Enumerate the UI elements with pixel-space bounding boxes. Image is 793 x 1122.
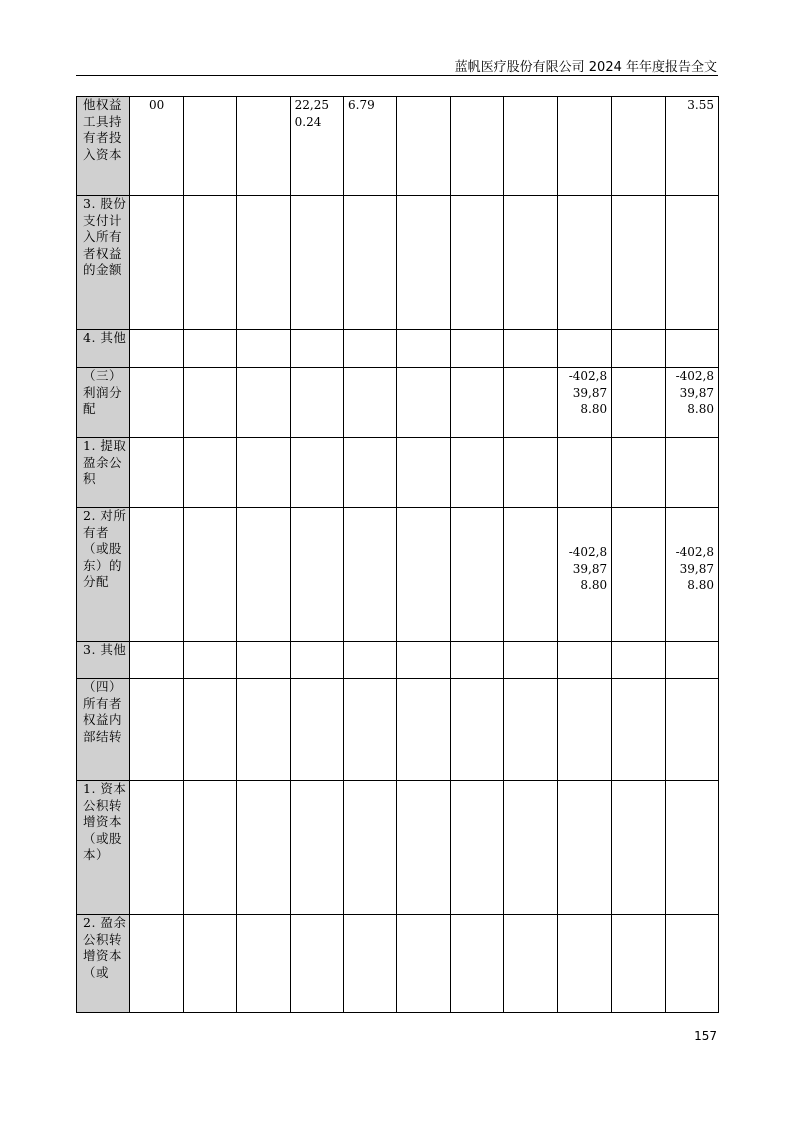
- row-label: （三）利润分配: [77, 368, 130, 438]
- table-cell: [450, 438, 503, 508]
- table-cell: [290, 679, 343, 781]
- table-cell: [557, 915, 611, 1013]
- table-cell: [237, 781, 290, 915]
- table-cell: [344, 781, 397, 915]
- table-cell: 6.79: [344, 97, 397, 196]
- table-cell: [130, 508, 183, 642]
- table-cell: [183, 368, 236, 438]
- row-label: 2. 对所有者（或股东）的分配: [77, 508, 130, 642]
- table-cell: [237, 508, 290, 642]
- table-cell: [557, 330, 611, 368]
- row-label: 2. 盈余公积转增资本（或: [77, 915, 130, 1013]
- table-cell: -402,839,878.80: [557, 368, 611, 438]
- table-cell: 3.55: [665, 97, 718, 196]
- table-cell: [557, 97, 611, 196]
- table-cell: [397, 438, 450, 508]
- table-cell: [397, 915, 450, 1013]
- table-cell: [344, 196, 397, 330]
- table-cell: [612, 196, 665, 330]
- table-cell: [612, 97, 665, 196]
- table-cell: [450, 508, 503, 642]
- table-cell: [450, 368, 503, 438]
- table-cell: [504, 642, 557, 679]
- table-cell: [450, 642, 503, 679]
- table-row: [77, 196, 719, 330]
- row-label: 3. 其他: [77, 642, 130, 679]
- table-cell: [557, 438, 611, 508]
- table-cell: [397, 781, 450, 915]
- table-cell: [183, 642, 236, 679]
- table-cell: [290, 508, 343, 642]
- table-cell: [183, 196, 236, 330]
- table-cell: [450, 196, 503, 330]
- table-cell: [397, 196, 450, 330]
- row-label: 1. 资本公积转增资本（或股本）: [77, 781, 130, 915]
- table-row: [77, 508, 719, 642]
- table-cell: [237, 330, 290, 368]
- table-cell: [612, 330, 665, 368]
- table-cell: [130, 642, 183, 679]
- table-cell: [665, 330, 718, 368]
- table-cell: [290, 915, 343, 1013]
- table-cell: [665, 438, 718, 508]
- row-label: （四）所有者权益内部结转: [77, 679, 130, 781]
- table-cell: [612, 508, 665, 642]
- table-row: [77, 915, 719, 1013]
- table-cell: [183, 508, 236, 642]
- table-cell: [504, 508, 557, 642]
- table-cell: [344, 642, 397, 679]
- table-cell: [665, 642, 718, 679]
- table-cell: [557, 679, 611, 781]
- table-cell: [504, 196, 557, 330]
- table-cell: [450, 915, 503, 1013]
- table-cell: [397, 368, 450, 438]
- table-cell: [290, 368, 343, 438]
- table-row: [77, 368, 719, 438]
- table-cell: [183, 97, 236, 196]
- table-cell: [344, 915, 397, 1013]
- table-row: [77, 781, 719, 915]
- table-cell: [130, 679, 183, 781]
- row-label: 3. 股份支付计入所有者权益的金额: [77, 196, 130, 330]
- table-cell: [237, 368, 290, 438]
- table-cell: [612, 438, 665, 508]
- table-row: [77, 679, 719, 781]
- table-cell: [237, 438, 290, 508]
- table-cell: 00: [130, 97, 183, 196]
- table-cell: [504, 368, 557, 438]
- table-cell: [344, 330, 397, 368]
- table-cell: [504, 781, 557, 915]
- table-cell: [344, 438, 397, 508]
- table-cell: -402,839,878.80: [665, 368, 718, 438]
- table-cell: [397, 642, 450, 679]
- table-cell: [450, 97, 503, 196]
- table-cell: [130, 915, 183, 1013]
- table-cell: [290, 196, 343, 330]
- table-cell: -402,839,878.80: [665, 508, 718, 642]
- table-cell: [130, 781, 183, 915]
- equity-changes-table: [76, 96, 719, 1013]
- table-row: [77, 97, 719, 196]
- table-cell: [237, 915, 290, 1013]
- table-cell: [183, 915, 236, 1013]
- table-cell: [237, 97, 290, 196]
- table-cell: [557, 196, 611, 330]
- table-cell: [130, 438, 183, 508]
- table-cell: [504, 97, 557, 196]
- table-cell: [450, 330, 503, 368]
- table-cell: [237, 196, 290, 330]
- table-cell: [183, 679, 236, 781]
- table-cell: [612, 368, 665, 438]
- table-cell: [237, 679, 290, 781]
- table-cell: [130, 196, 183, 330]
- row-label: 他权益工具持有者投入资本: [77, 97, 130, 196]
- table-cell: [397, 330, 450, 368]
- table-cell: [504, 679, 557, 781]
- table-cell: [183, 330, 236, 368]
- table-cell: [665, 781, 718, 915]
- table-cell: [183, 781, 236, 915]
- table-cell: -402,839,878.80: [557, 508, 611, 642]
- table-cell: [344, 368, 397, 438]
- table-cell: [290, 438, 343, 508]
- report-header-title: 蓝帆医疗股份有限公司 2024 年年度报告全文: [454, 60, 717, 75]
- table-cell: 22,250.24: [290, 97, 343, 196]
- table-cell: [504, 330, 557, 368]
- page-number: 157: [694, 1029, 717, 1043]
- header-rule: [76, 75, 718, 76]
- table-row: [77, 438, 719, 508]
- table-cell: [290, 642, 343, 679]
- table-cell: [450, 781, 503, 915]
- table-cell: [130, 330, 183, 368]
- table-cell: [450, 679, 503, 781]
- table-cell: [612, 679, 665, 781]
- row-label: 1. 提取盈余公积: [77, 438, 130, 508]
- table-cell: [557, 781, 611, 915]
- table-row: [77, 642, 719, 679]
- table-cell: [397, 679, 450, 781]
- table-cell: [237, 642, 290, 679]
- table-cell: [504, 438, 557, 508]
- table-cell: [290, 330, 343, 368]
- table-cell: [130, 368, 183, 438]
- table-cell: [612, 642, 665, 679]
- row-label: 4. 其他: [77, 330, 130, 368]
- table-cell: [557, 642, 611, 679]
- table-cell: [665, 679, 718, 781]
- table-cell: [397, 97, 450, 196]
- table-cell: [344, 508, 397, 642]
- table-cell: [290, 781, 343, 915]
- table-cell: [612, 915, 665, 1013]
- table-cell: [344, 679, 397, 781]
- table-cell: [397, 508, 450, 642]
- table-cell: [504, 915, 557, 1013]
- table-cell: [665, 196, 718, 330]
- table-cell: [612, 781, 665, 915]
- table-cell: [183, 438, 236, 508]
- table-cell: [665, 915, 718, 1013]
- table-row: [77, 330, 719, 368]
